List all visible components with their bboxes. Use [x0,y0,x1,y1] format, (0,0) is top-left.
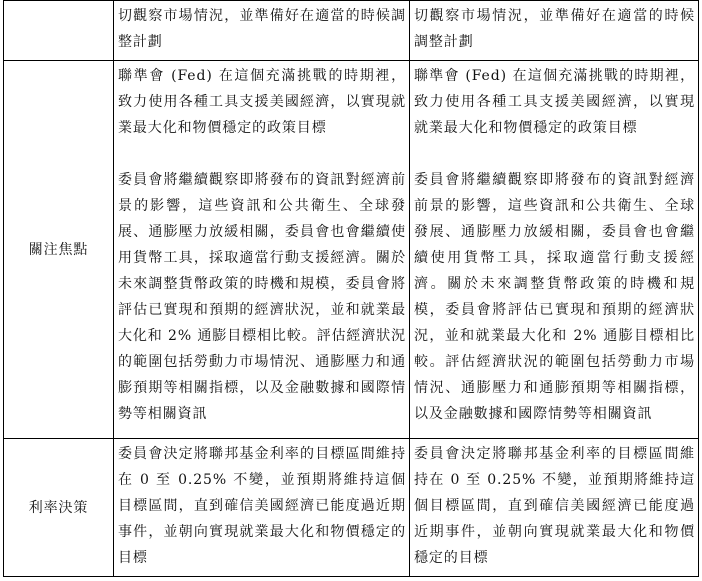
table-row-top [4,1,699,61]
previous-focus-paragraph-2: 委員會將繼續觀察即將發布的資訊對經濟前景的影響，這些資訊和公共衛生、全球發展、通膨壓力放緩相關，委員會也會繼續使用貨幣工具，採取適當行動支援經濟。關於未來調整貨幣政策的時機和規模，委員會將評估已實現和預期的經濟狀況，並和就業最大化和 2% 通膨目標相比較。評估經濟狀況的範圍包括勞動力市場情況、通膨壓力和通膨預期等相關指標，以及金融數據和國際情勢等相關資訊 [414,172,695,422]
row-label-top [4,1,114,61]
table-row-focus [4,61,699,439]
previous-statement-top: 切觀察市場情況，並準備好在適當的時候調整計劃 [410,1,699,61]
current-statement-rate: 委員會決定將聯邦基金利率的目標區間維持在 0 至 0.25% 不變，並預期將維持這個目標區間，直到確信美國經濟已能度過近期事件，並朝向實現就業最大化和物價穩定的目標 [114,439,410,577]
current-focus-paragraph-1: 聯準會 (Fed) 在這個充滿挑戰的時期裡，致力使用各種工具支援美國經濟，以實現就業最大化和物價穩定的政策目標 [118,68,406,136]
previous-statement-rate: 委員會決定將聯邦基金利率的目標區間維持在 0 至 0.25% 不變，並預期將維持這個目標區間，直到確信美國經濟已能度過近期事件，並朝向實現就業最大化和物價穩定的目標 [410,439,699,577]
current-focus-paragraph-2: 委員會將繼續觀察即將發布的資訊對經濟前景的影響，這些資訊和公共衛生、全球發展、通膨壓力放緩相關，委員會也會繼續使用貨幣工具，採取適當行動支援經濟。關於未來調整貨幣政策的時機和規模，委員會將評估已實現和預期的經濟狀況，並和就業最大化和 2% 通膨目標相比較。評估經濟狀況的範圍包括勞動力市場情況、通膨壓力和通膨預期等相關指標，以及金融數據和國際情勢等相關資訊 [118,172,407,422]
row-label-focus: 關注焦點 [4,61,114,439]
fomc-comparison-table [3,0,699,577]
current-statement-focus [114,61,410,439]
previous-statement-focus [410,61,699,439]
row-label-rate: 利率決策 [4,439,114,577]
current-statement-top: 切觀察市場情況，並準備好在適當的時候調整計劃 [114,1,410,61]
previous-focus-paragraph-1: 聯準會 (Fed) 在這個充滿挑戰的時期裡，致力使用各種工具支援美國經濟，以實現就業最大化和物價穩定的政策目標 [414,68,695,136]
table-row-rate [4,439,699,577]
